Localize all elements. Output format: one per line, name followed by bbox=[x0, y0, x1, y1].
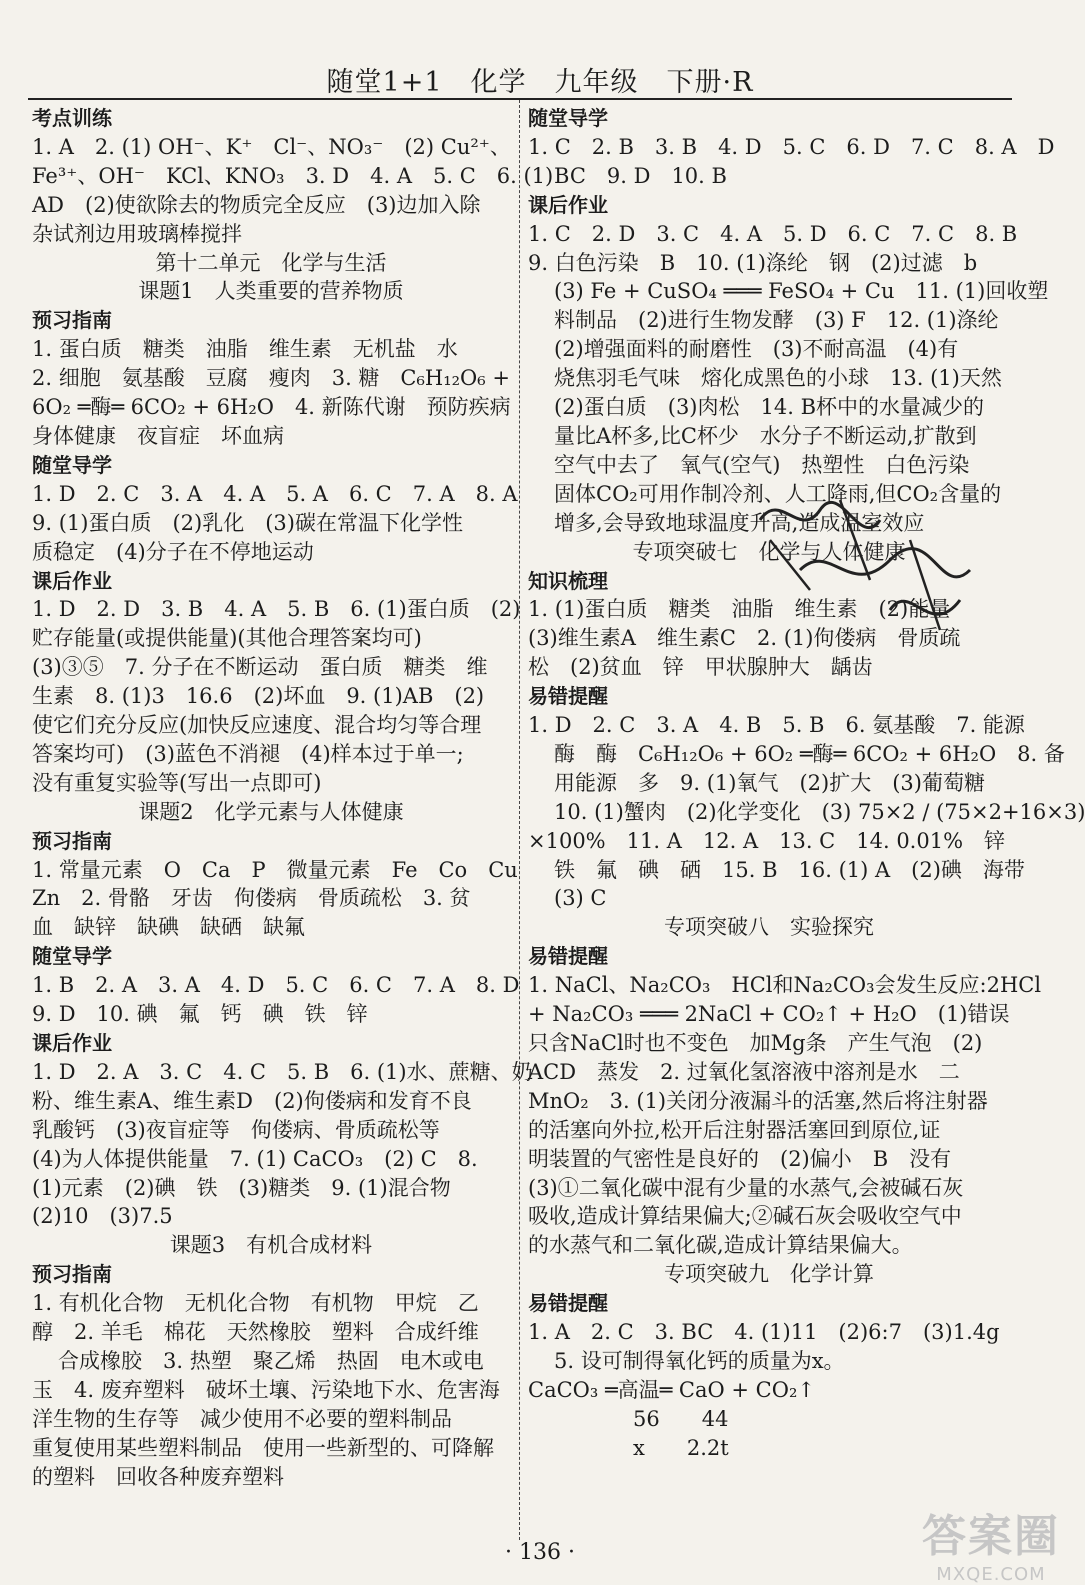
left-column-line: 课题2 化学元素与人体健康 bbox=[138, 799, 404, 824]
left-column-line: 第十二单元 化学与生活 bbox=[155, 250, 387, 275]
header-rule bbox=[28, 98, 1012, 100]
left-column-line: (4)为人体提供能量 7. (1) CaCO₃ (2) C 8. bbox=[32, 1146, 478, 1171]
right-column-line: (2)蛋白质 (3)肉松 14. B杯中的水量减少的 bbox=[554, 395, 984, 420]
right-column-line: 酶 酶 C₆H₁₂O₆ + 6O₂ ═酶═ 6CO₂ + 6H₂O 8. 备 bbox=[554, 741, 1065, 766]
right-column-line: (2)增强面料的耐磨性 (3)不耐高温 (4)有 bbox=[554, 337, 959, 362]
left-column-line: 1. B 2. A 3. A 4. D 5. C 6. C 7. A 8. D bbox=[32, 973, 520, 998]
left-column-line: 合成橡胶 3. 热塑 聚乙烯 热固 电木或电 bbox=[58, 1348, 484, 1373]
left-column-line: (3)③⑤ 7. 分子在不断运动 蛋白质 糖类 维 bbox=[32, 655, 488, 680]
left-column-line: 9. (1)蛋白质 (2)乳化 (3)碳在常温下化学性 bbox=[32, 510, 463, 535]
left-column-line: 随堂导学 bbox=[32, 944, 112, 969]
right-column-line: (3)①二氧化碳中混有少量的水蒸气,会被碱石灰 bbox=[528, 1175, 964, 1200]
right-column-line: 量比A杯多,比C杯少 水分子不断运动,扩散到 bbox=[554, 423, 977, 448]
right-column-line: 9. 白色污染 B 10. (1)涤纶 钢 (2)过滤 b bbox=[528, 250, 978, 275]
left-column-line: 没有重复实验等(写出一点即可) bbox=[32, 770, 322, 795]
right-column-line: 的活塞向外拉,松开后注射器活塞回到原位,证 bbox=[528, 1117, 941, 1142]
right-column-line: 铁 氟 碘 硒 15. B 16. (1) A (2)碘 海带 bbox=[554, 857, 1025, 882]
left-column-line: 1. 有机化合物 无机化合物 有机物 甲烷 乙 bbox=[32, 1291, 479, 1316]
right-column-line: BC 9. D 10. B bbox=[554, 163, 727, 188]
right-column-line: 1. A 2. C 3. BC 4. (1)11 (2)6:7 (3)1.4g bbox=[528, 1320, 1000, 1345]
right-column-line: 1. (1)蛋白质 糖类 油脂 维生素 (2)能量 bbox=[528, 597, 951, 622]
site-watermark bbox=[922, 1500, 1060, 1585]
right-column bbox=[528, 104, 1085, 1463]
left-column-line: 1. A 2. (1) OH⁻、K⁺ Cl⁻、NO₃⁻ (2) Cu²⁺、 bbox=[32, 134, 511, 159]
right-column-line: 1. C 2. D 3. C 4. A 5. D 6. C 7. C 8. B bbox=[528, 221, 1018, 246]
right-column-line: x 2.2t bbox=[528, 1435, 729, 1460]
left-column-line: 预习指南 bbox=[32, 828, 112, 853]
left-column-line: 课题3 有机合成材料 bbox=[169, 1233, 373, 1258]
right-column-line: 易错提醒 bbox=[528, 1291, 608, 1316]
left-column-line: 粉、维生素A、维生素D (2)佝偻病和发育不良 bbox=[32, 1088, 472, 1113]
right-column-line: 固体CO₂可用作制冷剂、人工降雨,但CO₂含量的 bbox=[554, 481, 1002, 506]
right-column-line: 烧焦羽毛气味 熔化成黑色的小球 13. (1)天然 bbox=[554, 366, 1002, 391]
column-divider bbox=[519, 100, 520, 1540]
left-column bbox=[32, 104, 554, 1492]
left-column-line: (1)元素 (2)碘 铁 (3)糖类 9. (1)混合物 bbox=[32, 1175, 451, 1200]
right-column-line: 1. D 2. C 3. A 4. B 5. B 6. 氨基酸 7. 能源 bbox=[528, 713, 1025, 738]
left-column-line: 乳酸钙 (3)夜盲症等 佝偻病、骨质疏松等 bbox=[32, 1117, 440, 1142]
right-column-line: 松 (2)贫血 锌 甲状腺肿大 龋齿 bbox=[528, 655, 873, 680]
left-column-line: 身体健康 夜盲症 坏血病 bbox=[32, 423, 284, 448]
watermark-title: 答案圈 bbox=[922, 1511, 1060, 1562]
right-column-line: 56 44 bbox=[528, 1406, 729, 1431]
left-column-line: 1. D 2. A 3. C 4. C 5. B 6. (1)水、蔗糖、奶 bbox=[32, 1059, 533, 1084]
left-column-line: 血 缺锌 缺碘 缺硒 缺氟 bbox=[32, 915, 305, 940]
watermark-url: MXQE.COM bbox=[936, 1564, 1046, 1585]
right-column-line: 专项突破八 实验探究 bbox=[664, 915, 874, 940]
left-column-line: (2)10 (3)7.5 bbox=[32, 1204, 173, 1229]
handwriting-scribble bbox=[740, 480, 1000, 660]
right-column-line: (3) Fe + CuSO₄ ═══ FeSO₄ + Cu 11. (1)回收塑 bbox=[554, 279, 1049, 304]
left-column-line: 预习指南 bbox=[32, 308, 112, 333]
left-column-line: Fe³⁺、OH⁻ KCl、KNO₃ 3. D 4. A 5. C 6. (1) bbox=[32, 163, 554, 188]
right-column-line: 专项突破七 化学与人体健康 bbox=[632, 539, 906, 564]
left-column-line: 使它们充分反应(加快反应速度、混合均匀等合理 bbox=[32, 713, 482, 738]
page-number: · 136 · bbox=[505, 1540, 575, 1565]
left-column-line: 6O₂ ═酶═ 6CO₂ + 6H₂O 4. 新陈代谢 预防疾病 bbox=[32, 395, 511, 420]
right-column-line: 专项突破九 化学计算 bbox=[664, 1262, 874, 1287]
right-column-line: MnO₂ 3. (1)关闭分液漏斗的活塞,然后将注射器 bbox=[528, 1088, 988, 1113]
right-column-line: (3)维生素A 维生素C 2. (1)佝偻病 骨质疏 bbox=[528, 626, 961, 651]
right-column-line: 增多,会导致地球温度升高,造成温室效应 bbox=[554, 510, 925, 535]
right-column-line: 易错提醒 bbox=[528, 684, 608, 709]
right-column-line: 用能源 多 9. (1)氧气 (2)扩大 (3)葡萄糖 bbox=[554, 770, 985, 795]
right-column-line: 明装置的气密性是良好的 (2)偏小 B 没有 bbox=[528, 1146, 952, 1171]
right-column-line: 5. 设可制得氧化钙的质量为x。 bbox=[554, 1348, 845, 1373]
left-column-line: 杂试剂边用玻璃棒搅拌 bbox=[32, 221, 242, 246]
left-column-line: 醇 2. 羊毛 棉花 天然橡胶 塑料 合成纤维 bbox=[32, 1320, 479, 1345]
right-column-line: 料制品 (2)进行生物发酵 (3) F 12. (1)涤纶 bbox=[554, 308, 999, 333]
left-column-line: 随堂导学 bbox=[32, 452, 112, 477]
left-column-line: 贮存能量(或提供能量)(其他合理答案均可) bbox=[32, 626, 422, 651]
left-column-line: 重复使用某些塑料制品 使用一些新型的、可降解 bbox=[32, 1435, 494, 1460]
left-column-line: 课题1 人类重要的营养物质 bbox=[138, 279, 404, 304]
right-column-line: 吸收,造成计算结果偏大;②碱石灰会吸收空气中 bbox=[528, 1204, 962, 1229]
left-column-line: 的塑料 回收各种废弃塑料 bbox=[32, 1464, 284, 1489]
right-column-line: (3) C bbox=[554, 886, 607, 911]
left-column-line: 生素 8. (1)3 16.6 (2)坏血 9. (1)AB (2) bbox=[32, 684, 485, 709]
right-column-line: 易错提醒 bbox=[528, 944, 608, 969]
left-column-line: 玉 4. 废弃塑料 破坏土壤、污染地下水、危害海 bbox=[32, 1377, 500, 1402]
left-column-line: 质稳定 (4)分子在不停地运动 bbox=[32, 539, 314, 564]
left-column-line: AD (2)使欲除去的物质完全反应 (3)边加入除 bbox=[32, 192, 481, 217]
left-column-line: 1. 蛋白质 糖类 油脂 维生素 无机盐 水 bbox=[32, 337, 458, 362]
right-column-line: + Na₂CO₃ ═══ 2NaCl + CO₂↑ + H₂O (1)错误 bbox=[528, 1002, 1010, 1027]
left-column-line: 考点训练 bbox=[32, 106, 112, 130]
left-column-line: Zn 2. 骨骼 牙齿 佝偻病 骨质疏松 3. 贫 bbox=[32, 886, 471, 911]
left-column-line: 1. D 2. C 3. A 4. A 5. A 6. C 7. A 8. A bbox=[32, 481, 518, 506]
left-column-line: 9. D 10. 碘 氟 钙 碘 铁 锌 bbox=[32, 1002, 368, 1027]
left-column-line: 预习指南 bbox=[32, 1262, 112, 1287]
right-column-line: ACD 蒸发 2. 过氧化氢溶液中溶剂是水 二 bbox=[528, 1059, 960, 1084]
right-column-line: ×100% 11. A 12. A 13. C 14. 0.01% 锌 bbox=[528, 828, 1006, 853]
right-column-line: 知识梳理 bbox=[528, 568, 608, 593]
left-column-line: 1. 常量元素 O Ca P 微量元素 Fe Co Cu bbox=[32, 857, 518, 882]
right-column-line: 随堂导学 bbox=[528, 106, 608, 130]
right-column-line: 空气中去了 氧气(空气) 热塑性 白色污染 bbox=[554, 452, 970, 477]
right-column-line: 的水蒸气和二氧化碳,造成计算结果偏大。 bbox=[528, 1233, 913, 1258]
right-column-line: 10. (1)蟹肉 (2)化学变化 (3) 75×2 / (75×2+16×3) bbox=[554, 799, 1085, 824]
left-column-line: 答案均可) (3)蓝色不消褪 (4)样本过于单一; bbox=[32, 741, 464, 766]
left-column-line: 课后作业 bbox=[32, 1031, 112, 1055]
page-header-title: 随堂1+1 化学 九年级 下册·R bbox=[326, 67, 754, 98]
left-column-line: 2. 细胞 氨基酸 豆腐 瘦肉 3. 糖 C₆H₁₂O₆ + bbox=[32, 366, 510, 391]
left-column-line: 洋生物的生存等 减少使用不必要的塑料制品 bbox=[32, 1406, 452, 1431]
right-column-line: CaCO₃ ═高温═ CaO + CO₂↑ bbox=[528, 1377, 815, 1402]
right-column-line: 1. NaCl、Na₂CO₃ HCl和Na₂CO₃会发生反应:2HCl bbox=[528, 973, 1042, 998]
right-column-line: 1. C 2. B 3. B 4. D 5. C 6. D 7. C 8. A D bbox=[528, 134, 1055, 159]
right-column-line: 课后作业 bbox=[528, 192, 608, 217]
left-column-line: 1. D 2. D 3. B 4. A 5. B 6. (1)蛋白质 (2) bbox=[32, 597, 521, 622]
left-column-line: 课后作业 bbox=[32, 568, 112, 593]
right-column-line: 只含NaCl时也不变色 加Mg条 产生气泡 (2) bbox=[528, 1031, 983, 1055]
